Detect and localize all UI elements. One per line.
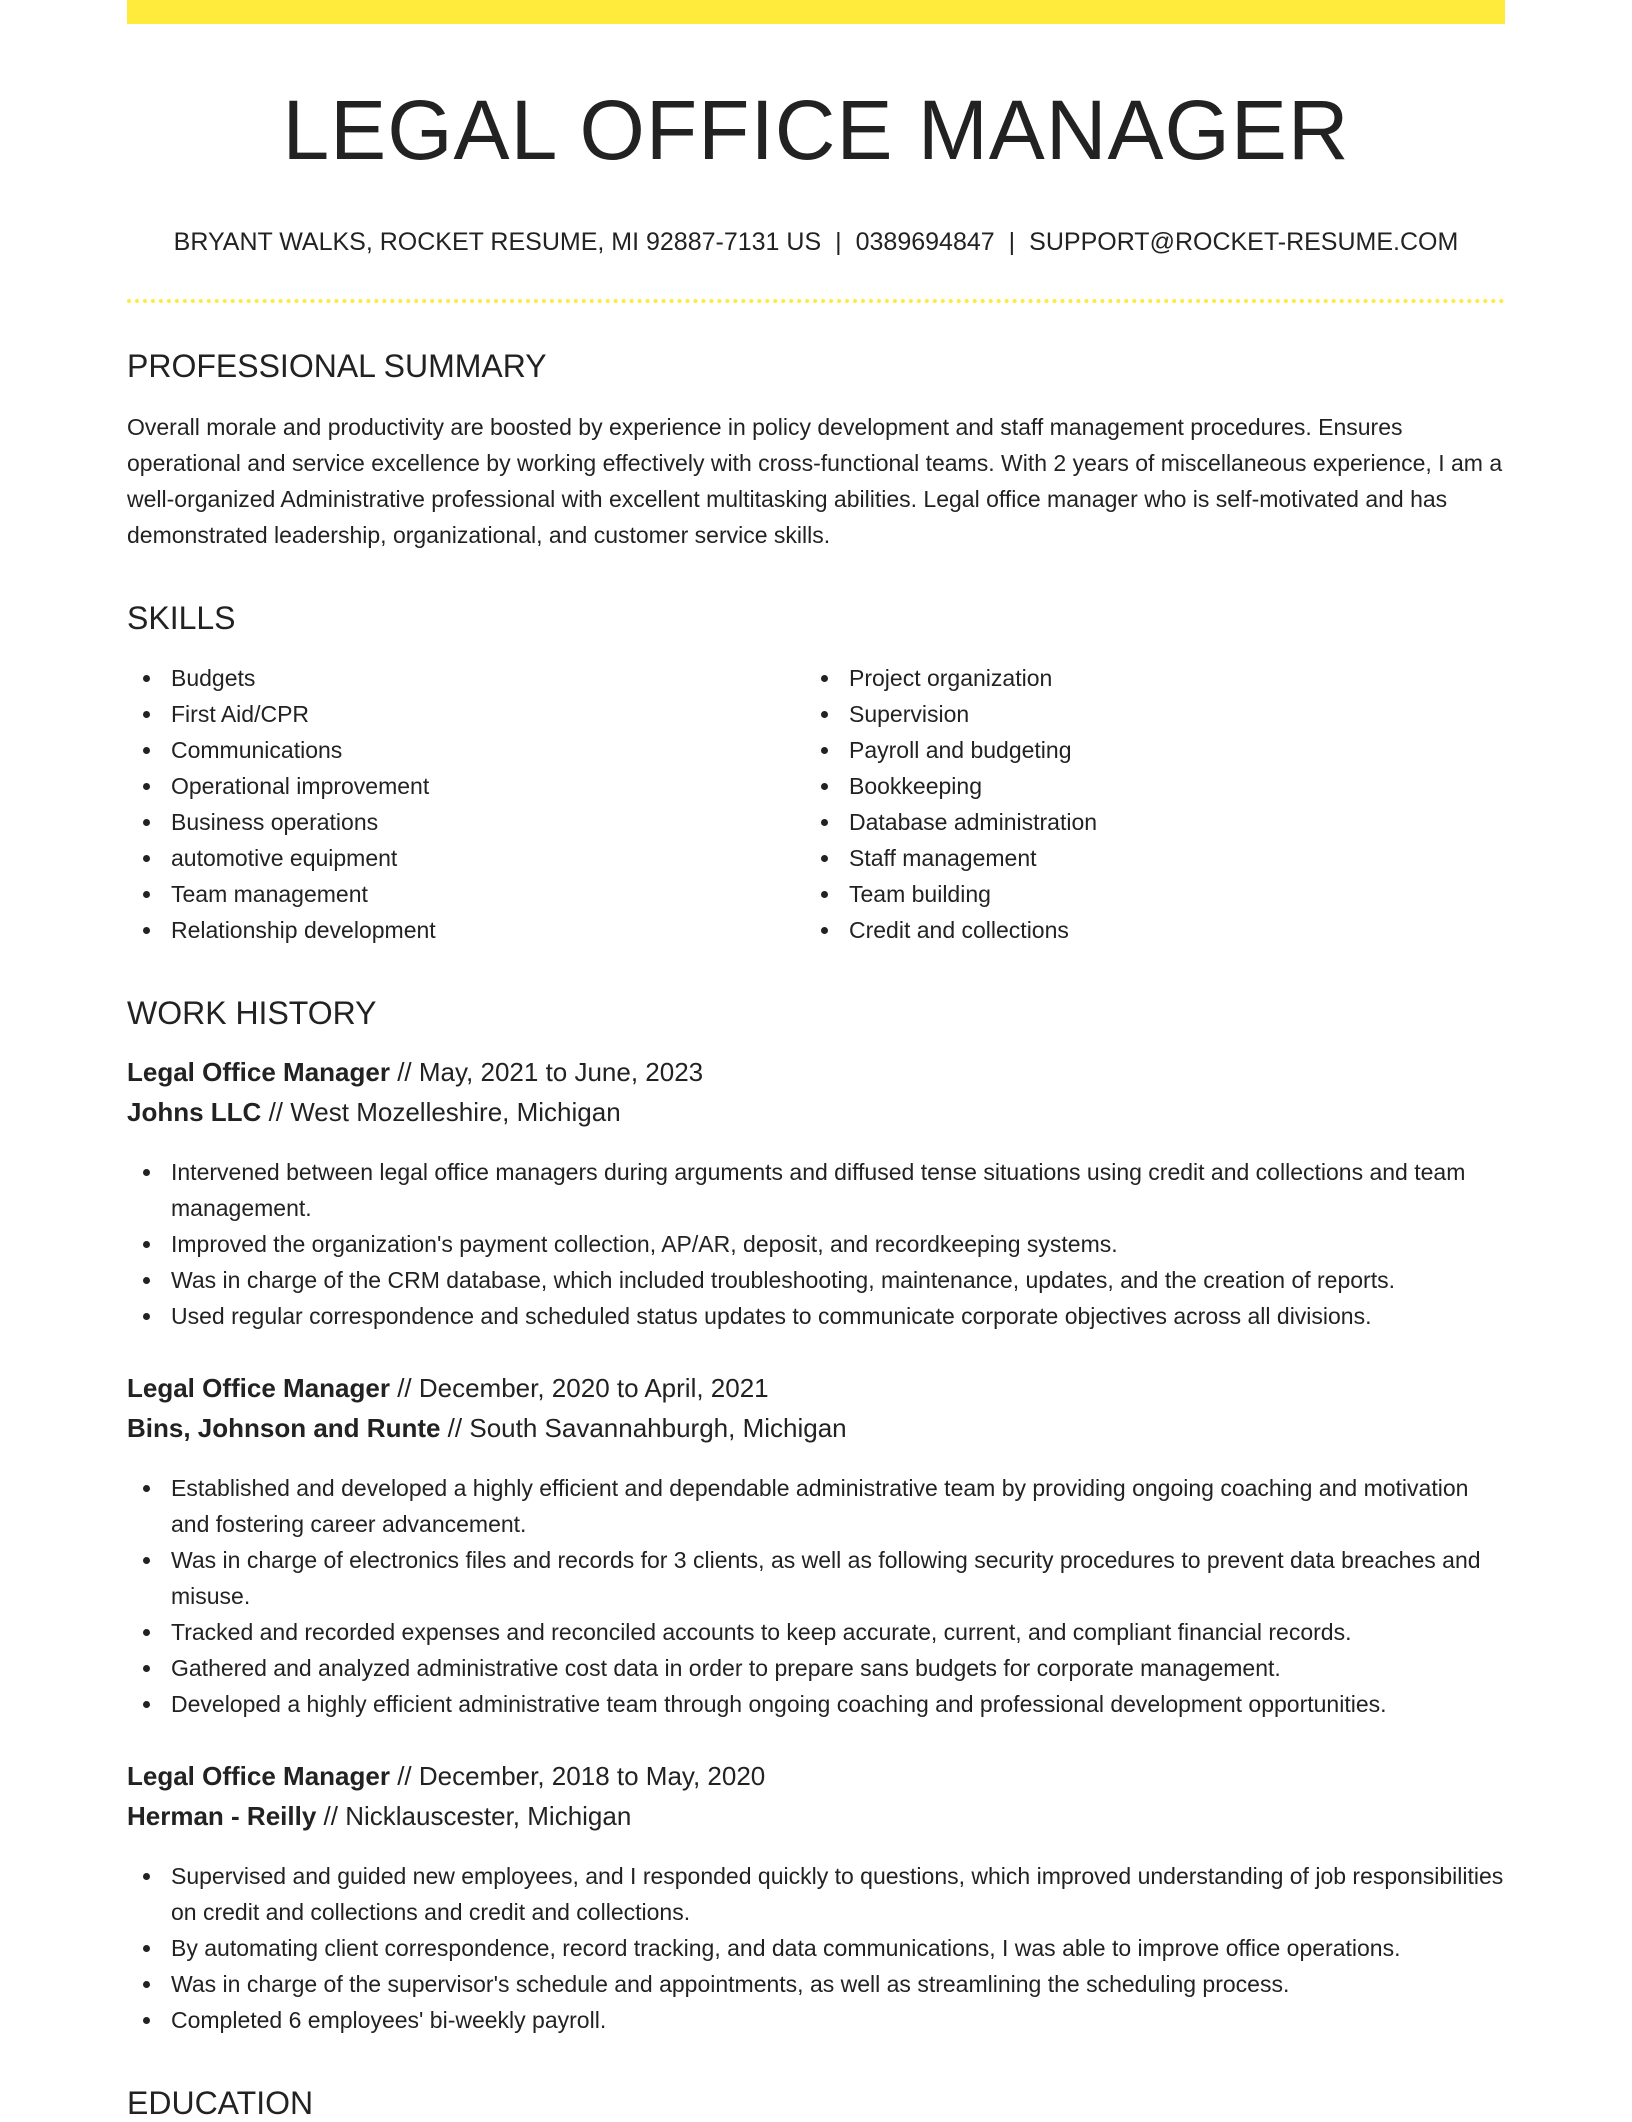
job-company: Bins, Johnson and Runte (127, 1413, 441, 1444)
job-title-line (127, 1756, 1505, 1796)
job-bullet: Completed 6 employees' bi-weekly payroll. (127, 2002, 1505, 2038)
job-bullet: Gathered and analyzed administrative cost data in order to prepare sans budgets for corporate management. (127, 1650, 1505, 1686)
contact-phone: 0389694847 (855, 228, 995, 257)
skill-item: Team building (805, 876, 1097, 912)
skill-item: Database administration (805, 804, 1097, 840)
skill-item: Bookkeeping (805, 768, 1097, 804)
skill-item: Project organization (805, 660, 1097, 696)
work-history-heading: WORK HISTORY (127, 994, 377, 1031)
job-title: Legal Office Manager (127, 1057, 390, 1088)
resume-page (127, 0, 1505, 2122)
summary-heading: PROFESSIONAL SUMMARY (127, 347, 547, 384)
job-dates: // December, 2020 to April, 2021 (389, 1373, 769, 1404)
job-dates: // May, 2021 to June, 2023 (389, 1057, 704, 1088)
skill-item: Communications (127, 732, 805, 768)
accent-bar (127, 0, 1505, 24)
job-company: Johns LLC (127, 1097, 262, 1128)
skill-item: Payroll and budgeting (805, 732, 1097, 768)
job-bullet: Improved the organization's payment collection, AP/AR, deposit, and recordkeeping systems. (127, 1226, 1505, 1262)
job-bullet: Tracked and recorded expenses and reconciled accounts to keep accurate, current, and compliant financial records. (127, 1614, 1505, 1650)
skill-item: Operational improvement (127, 768, 805, 804)
job-entry (127, 1368, 1505, 1722)
job-bullet: Developed a highly efficient administrative team through ongoing coaching and professional development opportunities. (127, 1686, 1505, 1722)
job-bullet: Was in charge of electronics files and records for 3 clients, as well as following security procedures to prevent data breaches and misuse. (127, 1542, 1505, 1614)
skill-item: Budgets (127, 660, 805, 696)
skill-item: Supervision (805, 696, 1097, 732)
contact-separator: | (835, 228, 842, 257)
page-title: LEGAL OFFICE MANAGER (282, 83, 1350, 177)
skill-item: Staff management (805, 840, 1097, 876)
job-bullet: Supervised and guided new employees, and I responded quickly to questions, which improved understanding of job responsibilities on credit and collections and credit and collections. (127, 1858, 1505, 1930)
contact-email: SUPPORT@ROCKET-RESUME.COM (1029, 228, 1459, 257)
job-bullet: Was in charge of the CRM database, which included troubleshooting, maintenance, updates, and the creation of reports. (127, 1262, 1505, 1298)
job-bullets (127, 1858, 1505, 2038)
skills-column-left (127, 660, 805, 948)
job-title-line (127, 1052, 1505, 1092)
job-entry (127, 1756, 1505, 2038)
job-title: Legal Office Manager (127, 1761, 390, 1792)
skill-item: Relationship development (127, 912, 805, 948)
skill-item: Team management (127, 876, 805, 912)
job-location: // Nicklauscester, Michigan (316, 1801, 632, 1832)
job-company-line (127, 1408, 1505, 1448)
job-company-line (127, 1796, 1505, 1836)
contact-separator: | (1008, 228, 1016, 257)
work-history-list (127, 1052, 1505, 2038)
summary-text: Overall morale and productivity are boosted by experience in policy development and staff management procedures. Ensures operational and service excellence by working effectively with cross-functional teams. With 2 years of miscellaneous experience, I am a well-organized Administrative professional with excellent multitasking abilities. Legal office manager who is self-motivated and has demonstrated leadership, organizational, and customer service skills. (127, 414, 1503, 549)
job-location: // South Savannahburgh, Michigan (440, 1413, 847, 1444)
job-bullet: Established and developed a highly efficient and dependable administrative team by providing ongoing coaching and motivation and fostering career advancement. (127, 1470, 1505, 1542)
job-bullet: Was in charge of the supervisor's schedule and appointments, as well as streamlining the scheduling process. (127, 1966, 1505, 2002)
contact-line (127, 226, 1505, 259)
skill-item: First Aid/CPR (127, 696, 805, 732)
job-company: Herman - Reilly (127, 1801, 317, 1832)
skill-item: automotive equipment (127, 840, 805, 876)
job-location: // West Mozelleshire, Michigan (261, 1097, 621, 1128)
skill-item: Credit and collections (805, 912, 1097, 948)
job-company-line (127, 1092, 1505, 1132)
job-bullet: By automating client correspondence, record tracking, and data communications, I was able to improve office operations. (127, 1930, 1505, 1966)
job-bullets (127, 1154, 1505, 1334)
job-bullet: Intervened between legal office managers during arguments and diffused tense situations using credit and collections and team management. (127, 1154, 1505, 1226)
education-heading: EDUCATION (127, 2085, 314, 2122)
job-bullet: Used regular correspondence and scheduled status updates to communicate corporate objectives across all divisions. (127, 1298, 1505, 1334)
skills-heading: SKILLS (127, 600, 236, 637)
skill-item: Business operations (127, 804, 805, 840)
job-entry (127, 1052, 1505, 1334)
job-dates: // December, 2018 to May, 2020 (389, 1761, 766, 1792)
job-title-line (127, 1368, 1505, 1408)
job-title: Legal Office Manager (127, 1373, 390, 1404)
dotted-divider (127, 299, 1505, 303)
job-bullets (127, 1470, 1505, 1722)
contact-address: BRYANT WALKS, ROCKET RESUME, MI 92887-7131 US (173, 228, 822, 257)
skills-list (127, 660, 1505, 948)
skills-column-right (805, 660, 1097, 948)
